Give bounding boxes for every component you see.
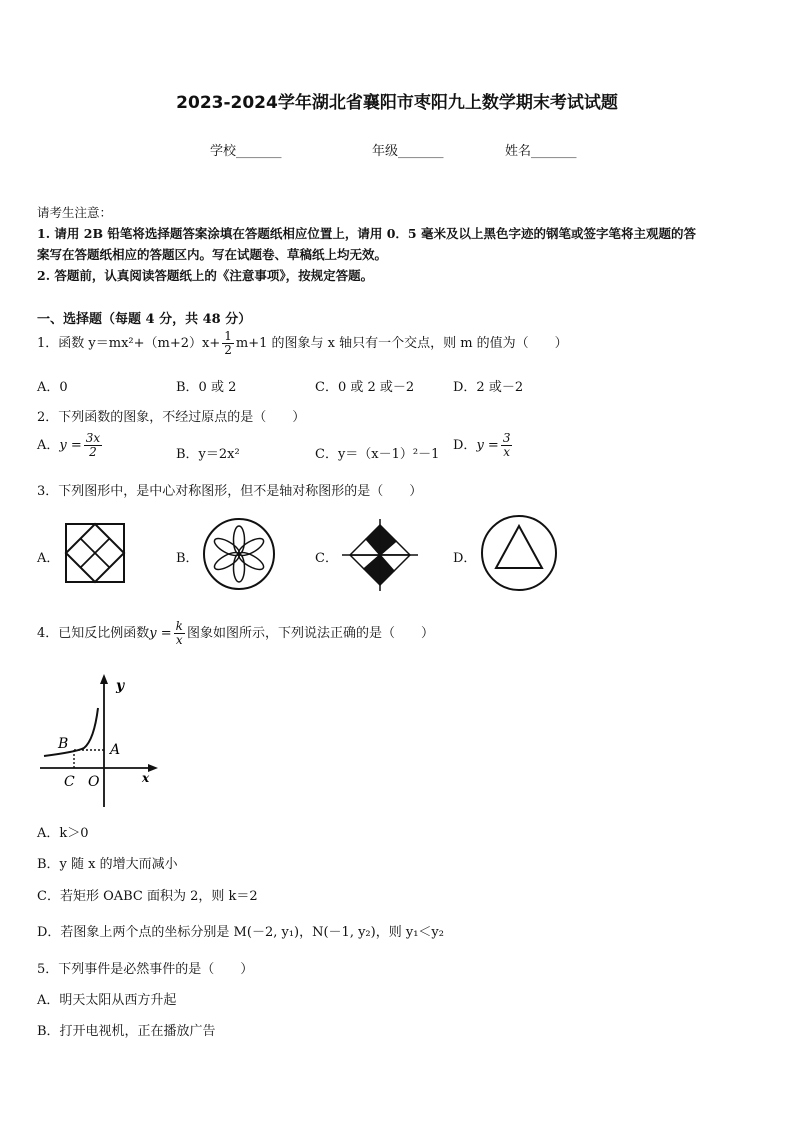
q4-option-d: D．若图象上两个点的坐标分别是 M(－2, y₁)，N(－1, y₂)，则 y₁＜y₂ (37, 925, 444, 940)
q2-d-num: 3 (502, 431, 511, 445)
question-4-stem (37, 620, 434, 647)
q1-option-c: C．0 或 2 或－2 (315, 380, 415, 395)
q4-option-a: A．k＞0 (37, 826, 89, 841)
q2-a-den: 2 (89, 445, 97, 459)
q4-pre: 4．已知反比例函数 (37, 626, 150, 641)
question-1-stem (37, 330, 568, 357)
q3-figure-b-flower (200, 515, 278, 593)
q1-frac-den: 2 (224, 343, 232, 357)
q1-pre: 1．函数 y＝mx²+（m+2）x+ (37, 336, 221, 351)
q4-graph-o-label: O (88, 774, 100, 790)
q3-option-b-label: B． (176, 551, 199, 566)
q2-option-c: C．y＝（x－1）²－1 (315, 447, 440, 462)
q4-fraction (174, 620, 185, 647)
q2-option-a (37, 432, 104, 459)
question-3-stem: 3．下列图形中，是中心对称图形，但不是轴对称图形的是（ ） (37, 484, 423, 499)
q5-option-b: B．打开电视机，正在播放广告 (37, 1024, 216, 1039)
q1-frac-num: 1 (224, 329, 232, 343)
q1-fraction (222, 330, 234, 357)
q3-option-c-label: C． (315, 551, 338, 566)
q2-d-den: x (503, 445, 511, 459)
q4-graph-a-label: A (110, 742, 121, 758)
grade-field: 年级_______ (372, 144, 444, 159)
q4-post: 图象如图所示，下列说法正确的是（ ） (186, 626, 434, 641)
q2-a-fraction (84, 432, 102, 459)
notice-line-2: 案写在答题纸相应的答题区内。写在试题卷、草稿纸上均无效。 (37, 247, 388, 262)
q1-option-b: B．0 或 2 (176, 380, 237, 395)
notice-line-1: 1. 请用 2B 铅笔将选择题答案涂填在答题纸相应位置上，请用 0．5 毫米及以上黑色字迹的钢笔或签字笔将主观题的答 (37, 226, 696, 241)
page-title: 2023-2024学年湖北省襄阳市枣阳九上数学期末考试试题 (176, 93, 618, 113)
q4-option-b: B．y 随 x 的增大而减小 (37, 857, 178, 872)
section-heading: 一、选择题（每题 4 分，共 48 分） (37, 312, 252, 327)
q1-post: m+1 的图象与 x 轴只有一个交点，则 m 的值为（ ） (235, 336, 568, 351)
question-5-stem: 5．下列事件是必然事件的是（ ） (37, 962, 254, 977)
q1-option-d: D．2 或－2 (453, 380, 524, 395)
school-field: 学校_______ (210, 144, 282, 159)
q2-a-label: A． (37, 438, 60, 453)
notice-heading: 请考生注意： (37, 205, 113, 220)
q2-option-b: B．y＝2x² (176, 447, 240, 462)
q4-graph (36, 672, 166, 812)
q2-option-d (453, 432, 514, 459)
notice-line-3: 2. 答题前，认真阅读答题纸上的《注意事项》，按规定答题。 (37, 268, 374, 283)
q3-figure-d-circle-triangle (478, 512, 560, 594)
q2-a-num: 3x (85, 431, 101, 445)
q2-d-fraction (501, 432, 513, 459)
q4-den: x (175, 633, 183, 647)
q3-figure-c-pinwheel (338, 515, 422, 595)
q4-graph-b-label: B (58, 736, 69, 752)
q4-graph-y-label: y (116, 678, 125, 694)
q1-option-a: A．0 (37, 380, 68, 395)
q2-d-y: y = (476, 438, 499, 453)
q4-y: y = (149, 626, 172, 641)
q2-a-y: y = (59, 438, 82, 453)
q3-option-d-label: D． (453, 551, 477, 566)
q5-option-a: A．明天太阳从西方升起 (37, 993, 177, 1008)
q2-d-label: D． (453, 438, 477, 453)
q3-option-a-label: A． (37, 551, 60, 566)
q4-option-c: C．若矩形 OABC 面积为 2，则 k＝2 (37, 889, 258, 904)
question-2-stem: 2．下列函数的图象，不经过原点的是（ ） (37, 410, 306, 425)
q4-num: k (175, 619, 183, 633)
q4-graph-x-label: x (142, 771, 150, 785)
name-field: 姓名_______ (505, 144, 577, 159)
q4-graph-c-label: C (64, 774, 75, 790)
q3-figure-a-square (62, 520, 128, 586)
